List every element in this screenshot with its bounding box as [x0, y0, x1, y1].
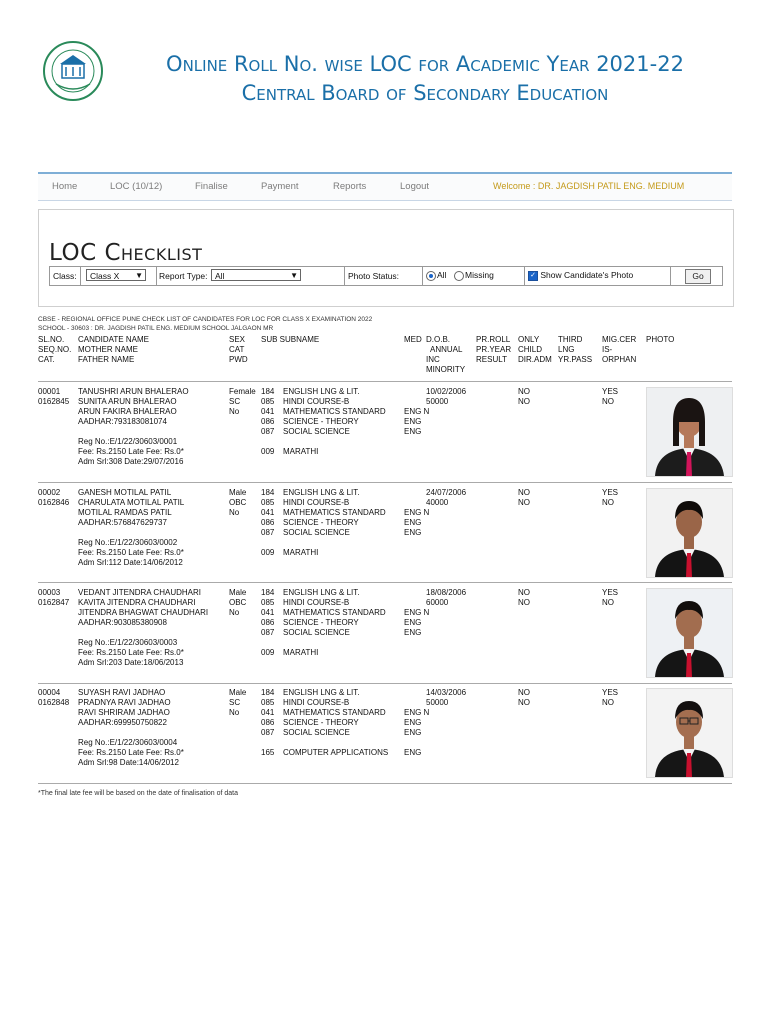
dob: 24/07/2006 [426, 488, 467, 497]
nav-payment[interactable]: Payment [261, 181, 299, 192]
subject-code: 041 [261, 407, 275, 416]
pwd: No [229, 508, 240, 517]
col-dob: D.O.B. ANNUAL INC MINORITY [426, 335, 466, 374]
sex: Female [229, 387, 256, 396]
subject-code: 087 [261, 628, 275, 637]
candidate-name: GANESH MOTILAL PATIL [78, 488, 172, 497]
report-type-value: All [215, 271, 225, 281]
candidate-record [0, 387, 768, 487]
dir-adm: NO [518, 498, 530, 507]
subject-name: HINDI COURSE-B [283, 698, 350, 707]
radio-missing[interactable] [454, 270, 494, 281]
fee-info: Fee: Rs.2150 Late Fee: Rs.0* [78, 748, 184, 757]
subject-code: 086 [261, 618, 275, 627]
subject-name: COMPUTER APPLICATIONS [283, 748, 389, 757]
subject-medium: ENG [404, 427, 422, 436]
subject-code: 085 [261, 498, 275, 507]
subject-code: 087 [261, 528, 275, 537]
aadhar-no: AADHAR:576847629737 [78, 518, 167, 527]
subject-name: MARATHI [283, 447, 319, 456]
nav-finalise[interactable]: Finalise [195, 181, 228, 192]
subject-name: SCIENCE - THEORY [283, 417, 359, 426]
radio-all[interactable] [426, 270, 446, 281]
reg-no: Reg No.:E/1/22/30603/0003 [78, 638, 178, 647]
col-migcer: MIG.CER IS- ORPHAN [602, 335, 637, 364]
chevron-down-icon: ▼ [290, 271, 298, 280]
site-title-line1: Online Roll No. wise LOC for Academic Year 2021-22 [166, 52, 684, 76]
subject-name: SOCIAL SCIENCE [283, 528, 350, 537]
pwd: No [229, 608, 240, 617]
mother-name: CHARULATA MOTILAL PATIL [78, 498, 185, 507]
col-photo: PHOTO [646, 335, 675, 344]
subject-code: 165 [261, 748, 275, 757]
reg-no: Reg No.:E/1/22/30603/0001 [78, 437, 178, 446]
category: OBC [229, 598, 247, 607]
col-thirdlng: THIRD LNG YR.PASS [558, 335, 593, 364]
subject-code: 041 [261, 708, 275, 717]
subject-name: MARATHI [283, 648, 319, 657]
subject-name: MATHEMATICS STANDARD [283, 407, 386, 416]
father-name: RAVI SHRIRAM JADHAO [78, 708, 170, 717]
subject-code: 041 [261, 508, 275, 517]
subject-code: 184 [261, 688, 275, 697]
subject-code: 184 [261, 488, 275, 497]
subject-name: ENGLISH LNG & LIT. [283, 688, 360, 697]
candidate-record [0, 588, 768, 688]
seq-no: 0162846 [38, 498, 70, 507]
annual-income: 50000 [426, 698, 449, 707]
col-prroll: PR.ROLL PR.YEAR RESULT [476, 335, 512, 364]
sex: Male [229, 688, 247, 697]
report-type-label: Report Type: [159, 271, 208, 281]
subject-name: SOCIAL SCIENCE [283, 728, 350, 737]
subject-name: SCIENCE - THEORY [283, 618, 359, 627]
subject-code: 086 [261, 718, 275, 727]
reg-no: Reg No.:E/1/22/30603/0002 [78, 538, 178, 547]
subject-code: 085 [261, 698, 275, 707]
fee-info: Fee: Rs.2150 Late Fee: Rs.0* [78, 648, 184, 657]
report-heading-line1: CBSE - REGIONAL OFFICE PUNE CHECK LIST OF CANDIDATES FOR LOC FOR CLASS X EXAMINATION 2022 [38, 316, 373, 323]
footnote: *The final late fee will be based on the date of finalisation of data [38, 790, 239, 797]
divider [38, 381, 732, 382]
checklist-panel [38, 209, 734, 307]
candidate-name: TANUSHRI ARUN BHALERAO [78, 387, 189, 396]
radio-all-icon [426, 271, 436, 281]
sex: Male [229, 488, 247, 497]
subject-medium: ENG [404, 518, 422, 527]
dob: 10/02/2006 [426, 387, 467, 396]
seq-no: 0162848 [38, 698, 70, 707]
aadhar-no: AADHAR:903085380908 [78, 618, 167, 627]
subject-medium: ENG [404, 618, 422, 627]
adm-info: Adm Srl:308 Date:29/07/2016 [78, 457, 184, 466]
fee-info: Fee: Rs.2150 Late Fee: Rs.0* [78, 548, 184, 557]
page-title: LOC Checklist [49, 240, 203, 266]
checkmark-icon: ✓ [528, 271, 538, 281]
subject-medium: ENG [404, 728, 422, 737]
filter-bar [49, 266, 723, 286]
seq-no: 0162845 [38, 397, 70, 406]
subject-medium: ENG [404, 628, 422, 637]
dir-adm: NO [518, 397, 530, 406]
subject-name: HINDI COURSE-B [283, 498, 350, 507]
site-title-line2: Central Board of Secondary Education [241, 81, 609, 105]
adm-info: Adm Srl:112 Date:14/06/2012 [78, 558, 183, 567]
subject-medium: ENG [404, 718, 422, 727]
mother-name: PRADNYA RAVI JADHAO [78, 698, 171, 707]
nav-logout[interactable]: Logout [400, 181, 430, 192]
nav-loc[interactable]: LOC (10/12) [110, 181, 163, 192]
report-heading [38, 315, 372, 333]
class-label: Class: [53, 271, 77, 281]
photo-status-label: Photo Status: [348, 271, 400, 281]
col-sex: SEX CAT PWD [229, 335, 248, 364]
annual-income: 40000 [426, 498, 449, 507]
category: SC [229, 698, 241, 707]
adm-info: Adm Srl:98 Date:14/06/2012 [78, 758, 179, 767]
radio-missing-icon [454, 271, 464, 281]
subject-code: 085 [261, 397, 275, 406]
welcome-text: Welcome : DR. JAGDISH PATIL ENG. MEDIUM [493, 181, 685, 191]
fee-info: Fee: Rs.2150 Late Fee: Rs.0* [78, 447, 184, 456]
radio-missing-label: Missing [465, 270, 494, 280]
mother-name: KAVITA JITENDRA CHAUDHARI [78, 598, 196, 607]
dob: 14/03/2006 [426, 688, 467, 697]
candidate-record [0, 488, 768, 588]
class-select[interactable] [86, 269, 146, 281]
only-child: NO [518, 488, 530, 497]
subject-code: 009 [261, 548, 275, 557]
only-child: NO [518, 588, 530, 597]
reg-no: Reg No.:E/1/22/30603/0004 [78, 738, 178, 747]
sl-no: 00002 [38, 488, 61, 497]
subject-medium: ENG N [404, 508, 430, 517]
subject-code: 086 [261, 518, 275, 527]
pwd: No [229, 708, 240, 717]
sex: Male [229, 588, 247, 597]
orphan: NO [602, 397, 614, 406]
subject-medium: ENG N [404, 608, 430, 617]
dir-adm: NO [518, 698, 530, 707]
sl-no: 00003 [38, 588, 61, 597]
subject-name: ENGLISH LNG & LIT. [283, 488, 360, 497]
subject-name: ENGLISH LNG & LIT. [283, 588, 360, 597]
category: OBC [229, 498, 247, 507]
show-photo-label: Show Candidate's Photo [540, 270, 634, 280]
subject-code: 085 [261, 598, 275, 607]
candidate-name: VEDANT JITENDRA CHAUDHARI [78, 588, 201, 597]
chevron-down-icon: ▼ [135, 271, 143, 280]
subject-code: 087 [261, 728, 275, 737]
dob: 18/08/2006 [426, 588, 467, 597]
mig-cer: YES [602, 488, 619, 497]
aadhar-no: AADHAR:699950750822 [78, 718, 167, 727]
annual-income: 50000 [426, 397, 449, 406]
father-name: ARUN FAKIRA BHALERAO [78, 407, 177, 416]
radio-all-label: All [437, 270, 447, 280]
subject-name: SCIENCE - THEORY [283, 518, 359, 527]
report-heading-line2: SCHOOL - 30603 : DR. JAGDISH PATIL ENG. MEDIUM SCHOOL JALGAON MR [38, 325, 274, 332]
orphan: NO [602, 698, 614, 707]
dir-adm: NO [518, 598, 530, 607]
subject-medium: ENG N [404, 708, 430, 717]
aadhar-no: AADHAR:793183081074 [78, 417, 167, 426]
col-med: MED [404, 335, 422, 344]
subject-code: 086 [261, 417, 275, 426]
subject-name: ENGLISH LNG & LIT. [283, 387, 360, 396]
candidate-name: SUYASH RAVI JADHAO [78, 688, 166, 697]
subject-name: MATHEMATICS STANDARD [283, 608, 386, 617]
subject-code: 184 [261, 588, 275, 597]
orphan: NO [602, 498, 614, 507]
subject-name: HINDI COURSE-B [283, 598, 350, 607]
col-name: CANDIDATE NAME MOTHER NAME FATHER NAME [78, 335, 149, 364]
site-title [110, 50, 740, 108]
subject-medium: ENG [404, 528, 422, 537]
mother-name: SUNITA ARUN BHALERAO [78, 397, 177, 406]
pwd: No [229, 407, 240, 416]
candidate-photo [646, 387, 733, 477]
orphan: NO [602, 598, 614, 607]
col-sl: SL.NO. SEQ.NO. CAT. [38, 335, 72, 364]
cbse-logo-icon [42, 40, 104, 102]
subject-name: SOCIAL SCIENCE [283, 628, 350, 637]
sl-no: 00001 [38, 387, 61, 396]
col-onlychild: ONLY CHILD DIR.ADM [518, 335, 552, 364]
only-child: NO [518, 688, 530, 697]
mig-cer: YES [602, 688, 619, 697]
candidate-photo [646, 588, 733, 678]
subject-code: 041 [261, 608, 275, 617]
report-type-select[interactable] [211, 269, 301, 281]
candidate-photo [646, 688, 733, 778]
category: SC [229, 397, 241, 406]
annual-income: 60000 [426, 598, 449, 607]
subject-name: MATHEMATICS STANDARD [283, 508, 386, 517]
only-child: NO [518, 387, 530, 396]
subject-name: MARATHI [283, 548, 319, 557]
subject-code: 009 [261, 648, 275, 657]
mig-cer: YES [602, 588, 619, 597]
subject-name: MATHEMATICS STANDARD [283, 708, 386, 717]
father-name: MOTILAL RAMDAS PATIL [78, 508, 172, 517]
class-select-value: Class X [90, 271, 120, 281]
subject-medium: ENG N [404, 407, 430, 416]
subject-name: HINDI COURSE-B [283, 397, 350, 406]
father-name: JITENDRA BHAGWAT CHAUDHARI [78, 608, 209, 617]
subject-name: SCIENCE - THEORY [283, 718, 359, 727]
go-button[interactable]: Go [685, 269, 711, 284]
candidate-record [0, 688, 768, 788]
col-sub: SUB SUBNAME [261, 335, 320, 344]
subject-medium: ENG [404, 417, 422, 426]
candidate-photo [646, 488, 733, 578]
subject-medium: ENG [404, 748, 422, 757]
show-photo-checkbox[interactable] [528, 270, 633, 281]
subject-code: 009 [261, 447, 275, 456]
nav-reports[interactable]: Reports [333, 181, 367, 192]
nav-home[interactable]: Home [52, 181, 78, 192]
subject-code: 184 [261, 387, 275, 396]
adm-info: Adm Srl:203 Date:18/06/2013 [78, 658, 184, 667]
mig-cer: YES [602, 387, 619, 396]
main-navbar [38, 172, 732, 201]
subject-name: SOCIAL SCIENCE [283, 427, 350, 436]
subject-code: 087 [261, 427, 275, 436]
seq-no: 0162847 [38, 598, 70, 607]
sl-no: 00004 [38, 688, 61, 697]
